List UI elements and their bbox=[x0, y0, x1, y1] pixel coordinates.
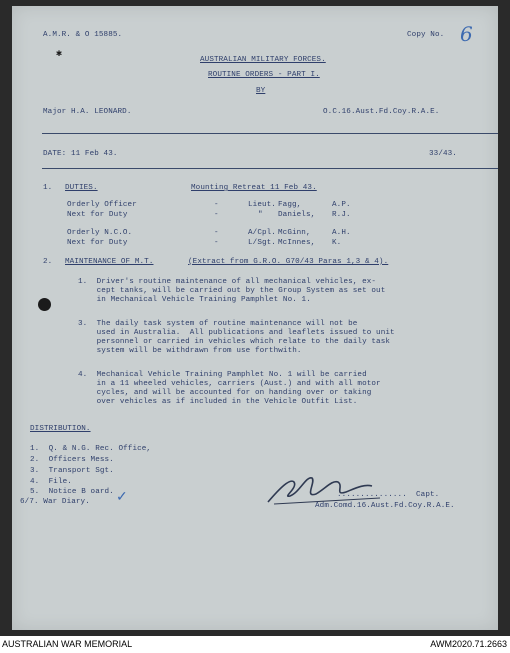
duty-rank: A/Cpl. bbox=[248, 229, 276, 237]
signature-block: Adm.Comd.16.Aust.Fd.Coy.R.A.E. bbox=[315, 502, 455, 510]
para-1-line-3: in Mechanical Vehicle Training Pamphlet No. 1. bbox=[78, 296, 311, 304]
duty-role: Orderly N.C.O. bbox=[67, 229, 133, 237]
divider-bottom bbox=[42, 168, 498, 169]
distribution-item: 2. Officers Mess. bbox=[30, 456, 114, 464]
duty-role: Next for Duty bbox=[67, 211, 128, 219]
para-4-line-2: in a 11 wheeled vehicles, carriers (Aust.) and with all motor bbox=[78, 380, 381, 388]
section-2-heading: MAINTENANCE OF M.T. bbox=[65, 258, 154, 266]
para-3-line-4: system will be withdrawn from use forthwith. bbox=[78, 347, 302, 355]
duty-dash: - bbox=[214, 201, 219, 209]
distribution-heading: DISTRIBUTION. bbox=[30, 425, 91, 433]
document-page bbox=[12, 6, 498, 630]
duty-initials: A.P. bbox=[332, 201, 351, 209]
distribution-item: 1. Q. & N.G. Rec. Office, bbox=[30, 445, 152, 453]
duty-dash: - bbox=[214, 229, 219, 237]
section-1-number: 1. bbox=[43, 184, 53, 192]
section-1-heading: DUTIES. bbox=[65, 184, 98, 192]
duty-role: Orderly Officer bbox=[67, 201, 137, 209]
duty-name: Daniels, bbox=[278, 211, 316, 219]
duty-name: McGinn, bbox=[278, 229, 311, 237]
duty-initials: R.J. bbox=[332, 211, 351, 219]
signature-dots: ............... bbox=[337, 491, 407, 499]
duty-rank: Lieut. bbox=[248, 201, 276, 209]
footer-accession-number: AWM2020.71.2663 bbox=[430, 639, 507, 649]
signature-rank: Capt. bbox=[416, 491, 440, 499]
duty-name: McInnes, bbox=[278, 239, 316, 247]
duty-initials: A.H. bbox=[332, 229, 351, 237]
order-date: DATE: 11 Feb 43. bbox=[43, 150, 118, 158]
organisation-title: AUSTRALIAN MILITARY FORCES. bbox=[200, 56, 326, 64]
para-4-line-3: cycles, and will be accounted for on handing over or taking bbox=[78, 389, 372, 397]
para-3-line-1: 3. The daily task system of routine maintenance will not be bbox=[78, 320, 358, 328]
duty-dash: - bbox=[214, 239, 219, 247]
duty-rank: " bbox=[258, 211, 263, 219]
orders-title: ROUTINE ORDERS - PART I. bbox=[208, 71, 320, 79]
unit-name: O.C.16.Aust.Fd.Coy.R.A.E. bbox=[323, 108, 440, 116]
check-mark-icon: ✓ bbox=[116, 489, 128, 505]
duty-dash: - bbox=[214, 211, 219, 219]
punch-hole bbox=[38, 298, 51, 311]
para-3-line-3: personnel or carried in vehicles which relate to the daily task bbox=[78, 338, 391, 346]
footer-institution: AUSTRALIAN WAR MEMORIAL bbox=[2, 639, 133, 649]
para-4-line-4: over vehicles as if included in the Vehicle Outfit List. bbox=[78, 398, 358, 406]
para-3-line-2: used in Australia. All publications and leaflets issued to unit bbox=[78, 329, 395, 337]
distribution-item: 5. Notice B oard. bbox=[30, 488, 114, 496]
copy-label: Copy No. bbox=[407, 31, 445, 39]
para-1-line-1: 1. Driver's routine maintenance of all mechanical vehicles, ex- bbox=[78, 278, 377, 286]
section-2-number: 2. bbox=[43, 258, 53, 266]
extract-reference: (Extract from G.R.O. G70/43 Paras 1,3 & 4). bbox=[188, 258, 389, 266]
order-number: 33/43. bbox=[429, 150, 457, 158]
distribution-item: 3. Transport Sgt. bbox=[30, 467, 114, 475]
divider-top bbox=[42, 133, 498, 134]
duty-role: Next for Duty bbox=[67, 239, 128, 247]
ink-mark: ✱ bbox=[56, 49, 63, 60]
duty-rank: L/Sgt. bbox=[248, 239, 276, 247]
duty-name: Fagg, bbox=[278, 201, 302, 209]
officer-name: Major H.A. LEONARD. bbox=[43, 108, 132, 116]
duty-initials: K. bbox=[332, 239, 342, 247]
distribution-item: 6/7. War Diary. bbox=[20, 498, 90, 506]
by-label: BY bbox=[256, 87, 266, 95]
distribution-item: 4. File. bbox=[30, 478, 72, 486]
para-1-line-2: cept tanks, will be carried out by the Group System as set out bbox=[78, 287, 386, 295]
mounting-line: Mounting Retreat 11 Feb 43. bbox=[191, 184, 317, 192]
archive-footer bbox=[0, 636, 510, 653]
para-4-line-1: 4. Mechanical Vehicle Training Pamphlet No. 1 will be carried bbox=[78, 371, 367, 379]
copy-number-handwritten: 6 bbox=[460, 22, 473, 46]
reference-number: A.M.R. & O 15885. bbox=[43, 31, 123, 39]
